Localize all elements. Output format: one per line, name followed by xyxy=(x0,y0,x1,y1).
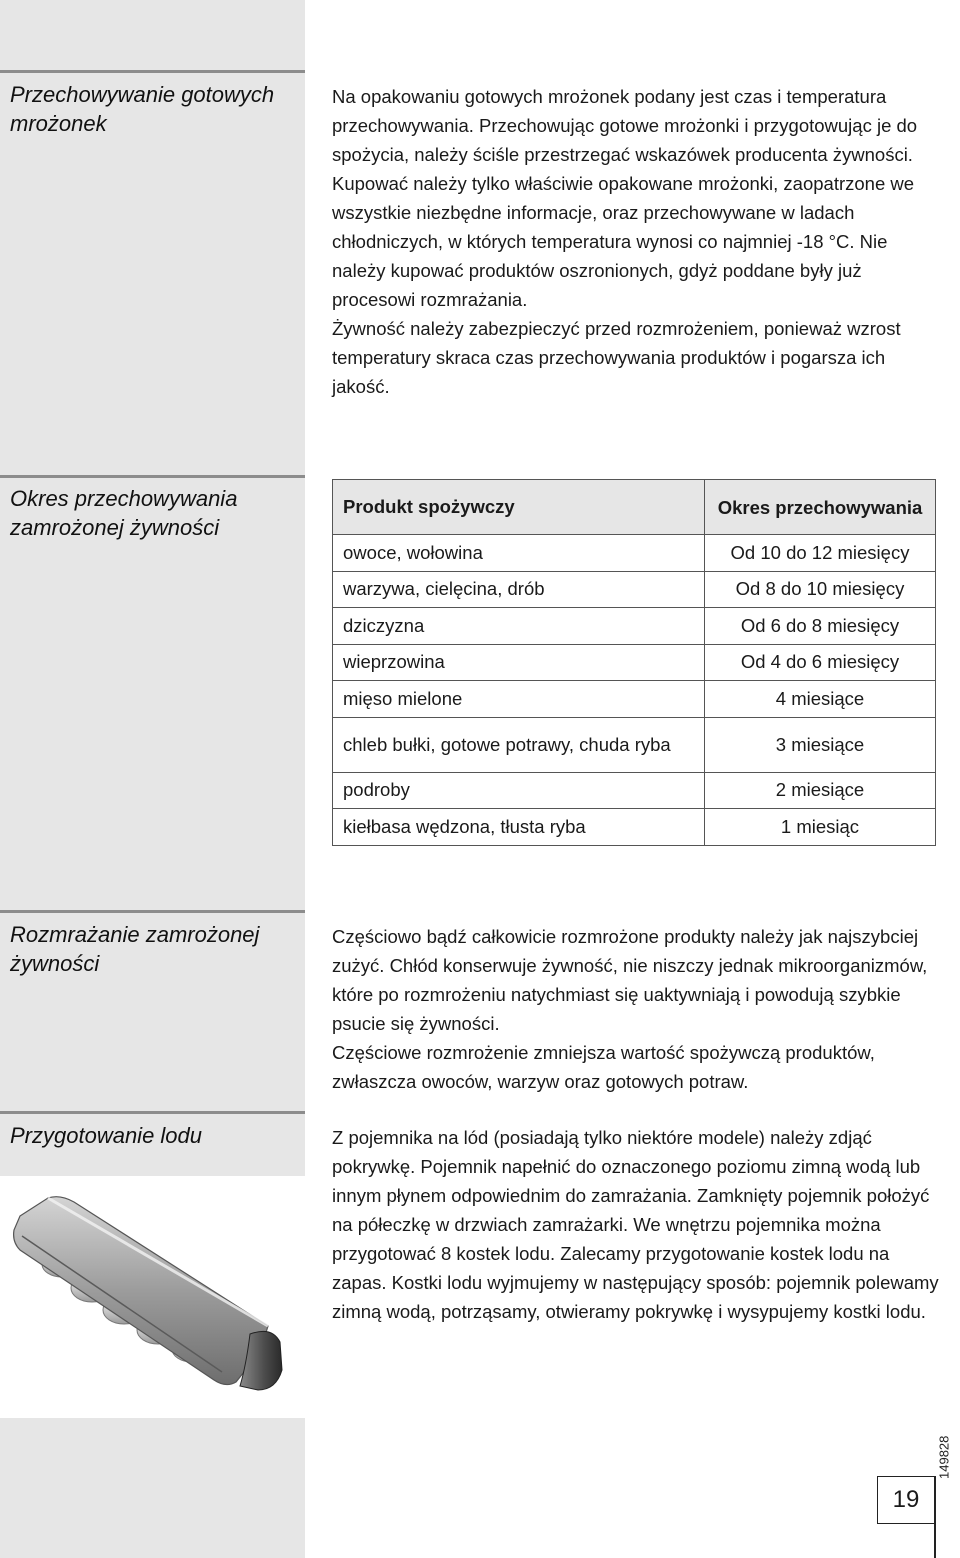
section-title-storage-period: Okres przechowywania zamrożonej żywności xyxy=(10,486,238,540)
paragraph: Częściowo bądź całkowicie rozmrożone produkty należy jak najszybciej zużyć. Chłód konserwuje żywność, nie niszczy jednak mikroorganizmów, które po rozmrożeniu natychmiast się uaktywniają i powodują szybkie psucie się żywności. xyxy=(332,926,928,1034)
cell-product: mięso mielone xyxy=(333,681,705,718)
page-edge-rule xyxy=(934,1476,936,1558)
cell-period: 4 miesiące xyxy=(705,681,936,718)
table-row xyxy=(333,608,936,645)
cell-product: owoce, wołowina xyxy=(333,535,705,572)
table-row xyxy=(333,535,936,572)
cell-period: Od 4 do 6 miesięcy xyxy=(705,644,936,681)
section-divider xyxy=(0,910,305,913)
column-header-period: Okres przechowywania xyxy=(705,480,936,535)
cell-product: chleb bułki, gotowe potrawy, chuda ryba xyxy=(333,717,705,772)
illustration-panel xyxy=(0,1176,305,1418)
section-title-ice: Przygotowanie lodu xyxy=(10,1123,203,1148)
cell-product: wieprzowina xyxy=(333,644,705,681)
paragraph: Żywność należy zabezpieczyć przed rozmrożeniem, ponieważ wzrost temperatury skraca czas przechowywania produktów i pogarsza ich jakość. xyxy=(332,318,901,397)
table-row xyxy=(333,681,936,718)
table-row xyxy=(333,571,936,608)
table-row xyxy=(333,772,936,809)
section-divider xyxy=(0,475,305,478)
cell-period: Od 8 do 10 miesięcy xyxy=(705,571,936,608)
cell-product: kiełbasa wędzona, tłusta ryba xyxy=(333,809,705,846)
section-divider xyxy=(0,1111,305,1114)
ice-tray-illustration xyxy=(0,1176,305,1418)
page-number: 19 xyxy=(877,1476,935,1524)
section-divider xyxy=(0,70,305,73)
cell-period: 2 miesiące xyxy=(705,772,936,809)
paragraph: Na opakowaniu gotowych mrożonek podany jest czas i temperatura przechowywania. Przechowując gotowe mrożonki i przygotowując je do spożycia, należy ściśle przestrzegać wskazówek producenta żywności. Kupować należy tylko właściwie opakowane mrożonki, zaopatrzone we wszystkie niezbędne informacje, oraz przechowywane w ladach chłodniczych, w których temperatura wynosi co najmniej -18 °C. Nie należy kupować produktów oszronionych, gdyż poddane były już procesowi rozmrażania. xyxy=(332,86,918,310)
table-row xyxy=(333,809,936,846)
section-body-ready-frozen xyxy=(332,82,944,401)
cell-product: dziczyzna xyxy=(333,608,705,645)
section-body-ice xyxy=(332,1123,944,1326)
cell-period: Od 6 do 8 miesięcy xyxy=(705,608,936,645)
table-row xyxy=(333,717,936,772)
cell-period: 1 miesiąc xyxy=(705,809,936,846)
section-title-thawing: Rozmrażanie zamrożonej żywności xyxy=(10,922,260,976)
section-title-ready-frozen: Przechowywanie gotowych mrożonek xyxy=(10,82,275,136)
paragraph: Z pojemnika na lód (posiadają tylko niektóre modele) należy zdjąć pokrywkę. Pojemnik napełnić do oznaczonego poziomu zimną wodą lub innym płynem odpowiednim do zamrażania. Zamknięty pojemnik położyć na półeczkę w drzwiach zamrażarki. We wnętrzu pojemnika można przygotować 8 kostek lodu. Zalecamy przygotowanie kostek lodu na zapas. Kostki lodu wyjmujemy w następujący sposób: pojemnik polewamy zimną wodą, potrząsamy, otwieramy pokrywkę i wysypujemy kostki lodu. xyxy=(332,1127,939,1322)
storage-period-table xyxy=(332,479,936,846)
paragraph: Częściowe rozmrożenie zmniejsza wartość spożywczą produktów, zwłaszcza owoców, warzyw oraz gotowych potraw. xyxy=(332,1042,875,1092)
section-body-thawing xyxy=(332,922,944,1096)
cell-period: Od 10 do 12 miesięcy xyxy=(705,535,936,572)
table-header-row xyxy=(333,480,936,535)
cell-product: warzywa, cielęcina, drób xyxy=(333,571,705,608)
column-header-product: Produkt spożywczy xyxy=(333,480,705,535)
cell-product: podroby xyxy=(333,772,705,809)
table-row xyxy=(333,644,936,681)
document-number: 149828 xyxy=(936,1435,952,1479)
cell-period: 3 miesiące xyxy=(705,717,936,772)
